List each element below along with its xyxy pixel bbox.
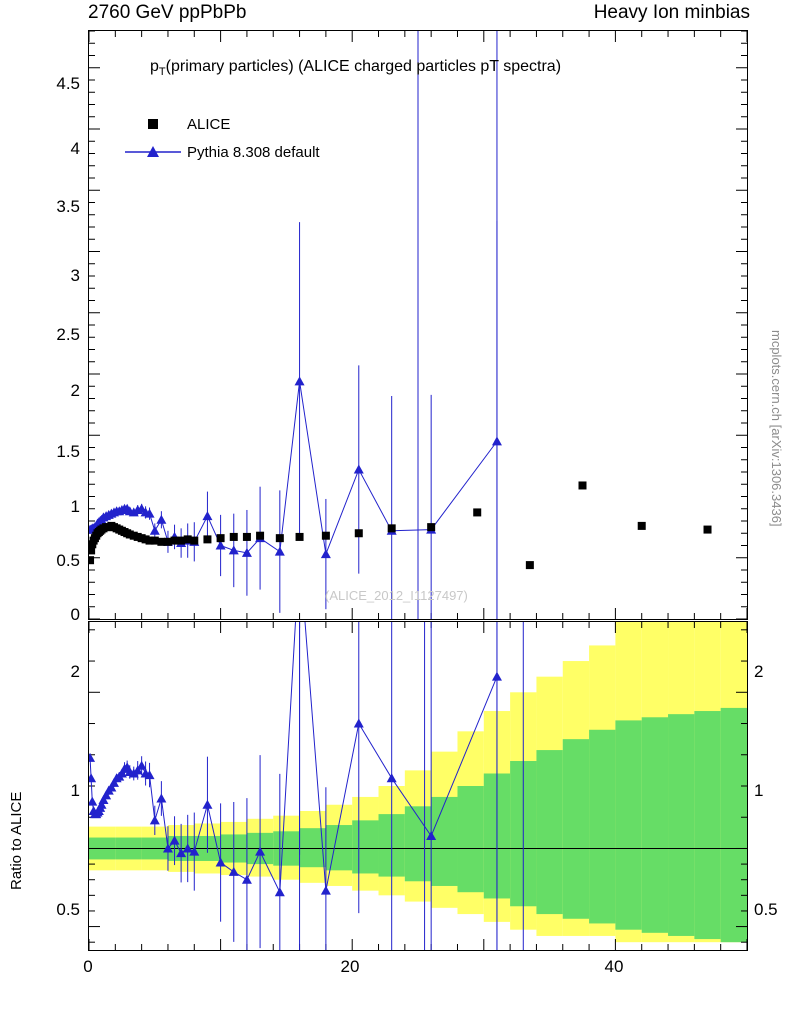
ytick-ratio-2: 2 bbox=[70, 662, 80, 681]
plot-title-rest: (primary particles) (ALICE charged particles pT spectra) bbox=[165, 58, 562, 75]
plot-title bbox=[150, 58, 561, 78]
ytick-ratio-0: 0.5 bbox=[56, 900, 80, 919]
uncertainty-band-inner bbox=[589, 730, 615, 924]
legend-label-alice: ALICE bbox=[187, 115, 231, 133]
legend-entry-pythia bbox=[125, 138, 320, 166]
plot-title-prefix: p bbox=[150, 58, 159, 75]
ytick-main-6: 3 bbox=[70, 266, 80, 285]
analysis-watermark: (ALICE_2012_I1127497) bbox=[325, 588, 468, 603]
legend bbox=[125, 110, 320, 166]
uncertainty-band-inner bbox=[352, 820, 378, 873]
uncertainty-band-inner bbox=[694, 711, 720, 939]
plot-title-sub: T bbox=[158, 66, 166, 79]
ytick-main-9: 4.5 bbox=[56, 74, 80, 93]
uncertainty-band-inner bbox=[642, 717, 668, 933]
ytick-ratio-1: 1 bbox=[70, 781, 80, 800]
header-left: 2760 GeV ppPbPb bbox=[88, 2, 247, 23]
ytick-main-1: 0.5 bbox=[56, 551, 80, 570]
ratio-plot-canvas bbox=[89, 622, 747, 950]
ytick-main-7: 3.5 bbox=[56, 197, 80, 216]
ytick-main-0: 0 bbox=[70, 605, 80, 624]
square-marker-icon bbox=[125, 116, 181, 132]
ytick-main-8: 4 bbox=[70, 139, 80, 158]
source-note: mcplots.cern.ch [arXiv:1306.3436] bbox=[769, 330, 784, 527]
legend-entry-alice bbox=[125, 110, 320, 138]
ratio-plot-panel bbox=[88, 621, 748, 951]
uncertainty-band-inner bbox=[563, 739, 589, 919]
xtick-1: 20 bbox=[340, 957, 360, 976]
legend-label-pythia: Pythia 8.308 default bbox=[187, 143, 320, 161]
header-right: Heavy Ion minbias bbox=[593, 2, 750, 23]
uncertainty-band-inner bbox=[668, 714, 694, 936]
uncertainty-band-inner bbox=[431, 797, 457, 886]
ytick-ratio-right-0: 0.5 bbox=[754, 900, 778, 919]
ytick-main-4: 2 bbox=[70, 381, 80, 400]
uncertainty-band-inner bbox=[457, 786, 483, 892]
ytick-main-2: 1 bbox=[70, 497, 80, 516]
ytick-ratio-right-1: 1 bbox=[754, 781, 764, 800]
ytick-ratio-right-2: 2 bbox=[754, 662, 764, 681]
ratio-axis-label: Ratio to ALICE bbox=[8, 791, 25, 890]
triangle-line-marker-icon bbox=[125, 144, 181, 160]
xtick-2: 40 bbox=[604, 957, 624, 976]
uncertainty-band-inner bbox=[615, 720, 641, 929]
ytick-main-3: 1.5 bbox=[56, 442, 80, 461]
uncertainty-band-inner bbox=[536, 750, 562, 914]
uncertainty-band-inner bbox=[326, 825, 352, 870]
ytick-main-5: 2.5 bbox=[56, 325, 80, 344]
uncertainty-band-inner bbox=[721, 708, 747, 942]
xtick-0: 0 bbox=[83, 957, 93, 976]
